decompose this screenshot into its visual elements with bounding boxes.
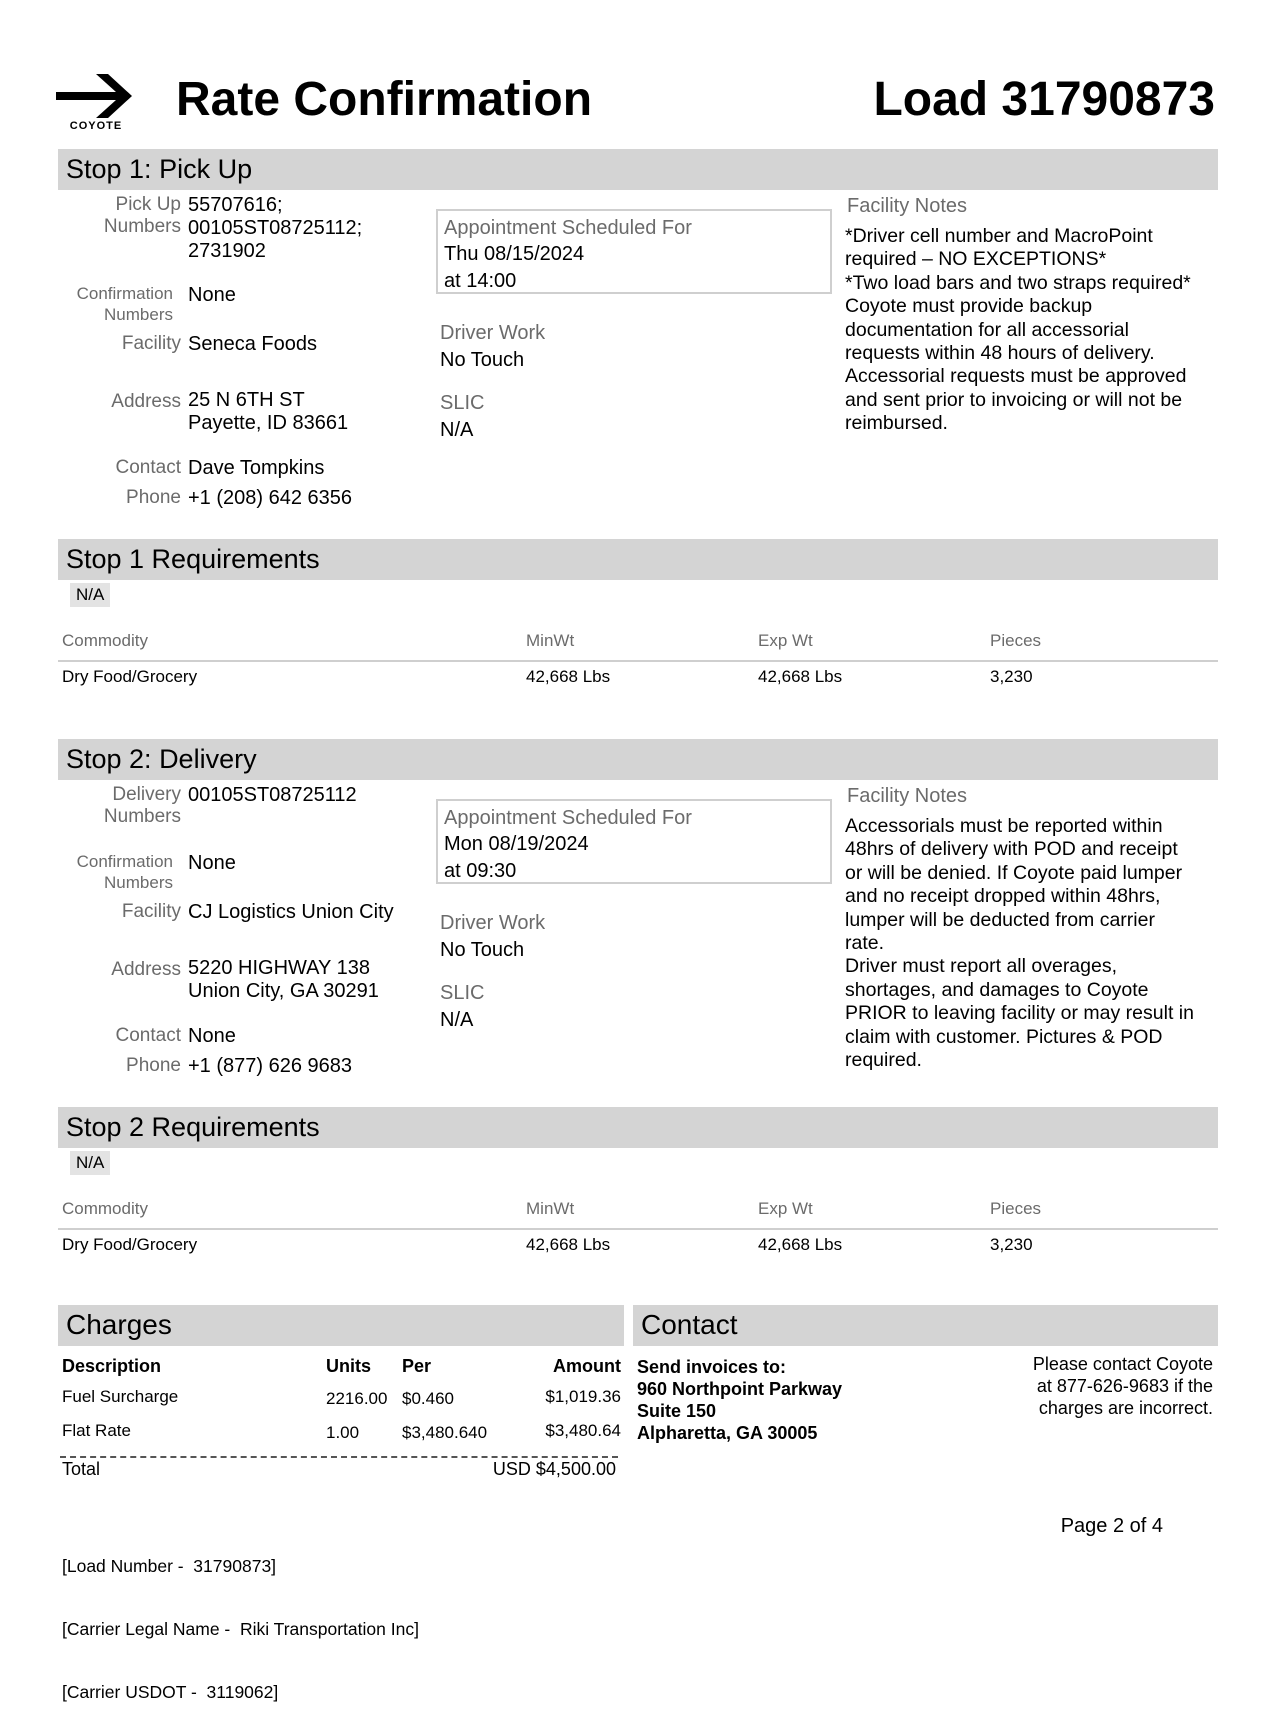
stop1-appt-label: Appointment Scheduled For xyxy=(444,217,692,239)
charges-total-divider xyxy=(60,1456,618,1458)
stop1-appt-date: Thu 08/15/2024 xyxy=(444,243,585,265)
req1-commodity: Dry Food/Grocery xyxy=(62,667,198,686)
page-title: Rate Confirmation xyxy=(176,73,593,126)
stop2-appointment-box xyxy=(436,799,832,884)
req2-pieces: 3,230 xyxy=(990,1235,1033,1254)
stop2-contact: None xyxy=(188,1025,236,1047)
stop2-phone-label: Phone xyxy=(126,1055,181,1076)
contact-heading: Contact xyxy=(641,1309,738,1340)
stop2-confirmation-label: Confirmation Numbers xyxy=(76,852,173,892)
req2-col-expwt: Exp Wt xyxy=(758,1199,813,1218)
stop2-appt-time: at 09:30 xyxy=(444,860,517,882)
stop1-appt-time: at 14:00 xyxy=(444,270,517,292)
stop1-slic: N/A xyxy=(440,419,474,441)
stop2-phone: +1 (877) 626 9683 xyxy=(188,1055,353,1077)
stop2-notes: Accessorials must be reported within 48hrs of delivery with POD and receipt or will be denied. If Coyote paid lumper and no receipt dropped within 48hrs, lumper will be deducted from carrier rate. Driver must report all overages, shortages, and damages to Coyote PRIOR to leaving facility or may result in claim with customer. Pictures & POD required. xyxy=(845,815,1194,1072)
contact-header xyxy=(633,1305,1218,1346)
req2-col-pieces: Pieces xyxy=(990,1199,1042,1218)
req1-col-expwt: Exp Wt xyxy=(758,631,813,650)
stop1-slic-label: SLIC xyxy=(440,392,485,414)
footer-info: [Load Number - 31790873] [Carrier Legal Name - Riki Transportation Inc] [Carrier USDOT - 3119062] xyxy=(62,1556,419,1702)
stop2-numbers: 00105ST08725112 xyxy=(188,784,357,806)
stop1-driver-work: No Touch xyxy=(440,349,525,371)
charges-col-amount: Amount xyxy=(553,1356,621,1376)
stop2-requirements-tag: N/A xyxy=(70,1151,110,1175)
stop1-confirmation: None xyxy=(188,284,236,306)
req2-col-commodity: Commodity xyxy=(62,1199,148,1218)
charge-row-2-units: 1.00 xyxy=(326,1423,360,1442)
stop2-driver-work: No Touch xyxy=(440,939,525,961)
stop2-facility-label: Facility xyxy=(121,901,181,922)
charge-row-2-description: Flat Rate xyxy=(62,1421,131,1440)
stop2-header xyxy=(58,739,1218,780)
stop1-header xyxy=(58,149,1218,190)
invoice-address: Send invoices to: 960 Northpoint Parkway Suite 150 Alpharetta, GA 30005 xyxy=(637,1357,843,1443)
charges-col-units: Units xyxy=(326,1356,371,1376)
req1-heading: Stop 1 Requirements xyxy=(66,544,320,574)
stop1-numbers: 55707616; 00105ST08725112; 2731902 xyxy=(188,194,363,262)
stop1-address-label: Address xyxy=(111,391,181,412)
logo-text: COYOTE xyxy=(69,120,123,132)
stop1-confirmation-label: Confirmation Numbers xyxy=(76,284,173,324)
stop1-contact: Dave Tompkins xyxy=(188,457,325,479)
req2-divider xyxy=(58,1228,1218,1230)
stop2-slic-label: SLIC xyxy=(440,982,485,1004)
req2-expwt: 42,668 Lbs xyxy=(758,1235,843,1254)
stop1-contact-label: Contact xyxy=(115,457,181,478)
req2-heading: Stop 2 Requirements xyxy=(66,1112,320,1142)
charges-header xyxy=(58,1305,624,1346)
req1-col-pieces: Pieces xyxy=(990,631,1042,650)
stop2-numbers-label: Delivery Numbers xyxy=(103,784,181,827)
stop1-facility: Seneca Foods xyxy=(188,333,317,355)
stop1-driver-work-label: Driver Work xyxy=(440,322,546,344)
stop1-appointment-box xyxy=(436,209,832,294)
stop2-contact-label: Contact xyxy=(115,1025,181,1046)
stop2-address-label: Address xyxy=(111,959,181,980)
stop2-appt-date: Mon 08/19/2024 xyxy=(444,833,589,855)
req1-minwt: 42,668 Lbs xyxy=(526,667,611,686)
charges-total: USD $4,500.00 xyxy=(492,1459,616,1479)
charges-col-description: Description xyxy=(62,1356,162,1376)
charge-row-2-amount: $3,480.64 xyxy=(545,1421,621,1440)
charges-total-label: Total xyxy=(62,1459,101,1479)
load-number: Load 31790873 xyxy=(873,73,1215,126)
req2-commodity: Dry Food/Grocery xyxy=(62,1235,198,1254)
stop2-confirmation: None xyxy=(188,852,236,874)
contact-note: Please contact Coyote at 877-626-9683 if the charges are incorrect. xyxy=(1032,1354,1213,1418)
stop1-facility-label: Facility xyxy=(121,333,181,354)
stop1-phone-label: Phone xyxy=(126,487,181,508)
stop2-notes-label: Facility Notes xyxy=(847,785,968,807)
charge-row-1-per: $0.460 xyxy=(402,1389,454,1408)
stop1-notes: *Driver cell number and MacroPoint required – NO EXCEPTIONS* *Two load bars and two straps required* Coyote must provide backup documentation for all accessorial requests within 48 hours of delivery. Accessorial requests must be approved and sent prior to invoicing or will not be reimbursed. xyxy=(845,225,1191,435)
stop1-notes-label: Facility Notes xyxy=(847,195,968,217)
stop1-heading: Stop 1: Pick Up xyxy=(66,154,253,184)
charge-row-2-per: $3,480.640 xyxy=(402,1423,488,1442)
charge-row-1-units: 2216.00 xyxy=(326,1389,388,1408)
req1-col-commodity: Commodity xyxy=(62,631,148,650)
charge-row-1-amount: $1,019.36 xyxy=(545,1387,621,1406)
charge-row-1-description: Fuel Surcharge xyxy=(62,1387,179,1406)
stop1-requirements-tag: N/A xyxy=(70,583,110,607)
page-number: Page 2 of 4 xyxy=(1060,1515,1163,1537)
stop1-phone: +1 (208) 642 6356 xyxy=(188,487,353,509)
req1-divider xyxy=(58,660,1218,662)
coyote-logo xyxy=(56,72,136,136)
stop1-address: 25 N 6TH ST Payette, ID 83661 xyxy=(188,389,349,434)
stop1-numbers-label: Pick Up Numbers xyxy=(103,194,181,237)
req2-col-minwt: MinWt xyxy=(526,1199,575,1218)
stop2-heading: Stop 2: Delivery xyxy=(66,744,257,774)
req1-pieces: 3,230 xyxy=(990,667,1033,686)
stop1-requirements-header xyxy=(58,539,1218,580)
coyote-logo-icon xyxy=(56,72,136,120)
stop2-requirements-header xyxy=(58,1107,1218,1148)
stop2-address: 5220 HIGHWAY 138 Union City, GA 30291 xyxy=(188,957,379,1002)
stop2-slic: N/A xyxy=(440,1009,474,1031)
req1-col-minwt: MinWt xyxy=(526,631,575,650)
req2-minwt: 42,668 Lbs xyxy=(526,1235,611,1254)
req1-expwt: 42,668 Lbs xyxy=(758,667,843,686)
stop2-facility: CJ Logistics Union City xyxy=(188,901,394,923)
stop2-driver-work-label: Driver Work xyxy=(440,912,546,934)
charges-col-per: Per xyxy=(402,1356,432,1376)
stop2-appt-label: Appointment Scheduled For xyxy=(444,807,692,829)
charges-heading: Charges xyxy=(66,1309,172,1340)
